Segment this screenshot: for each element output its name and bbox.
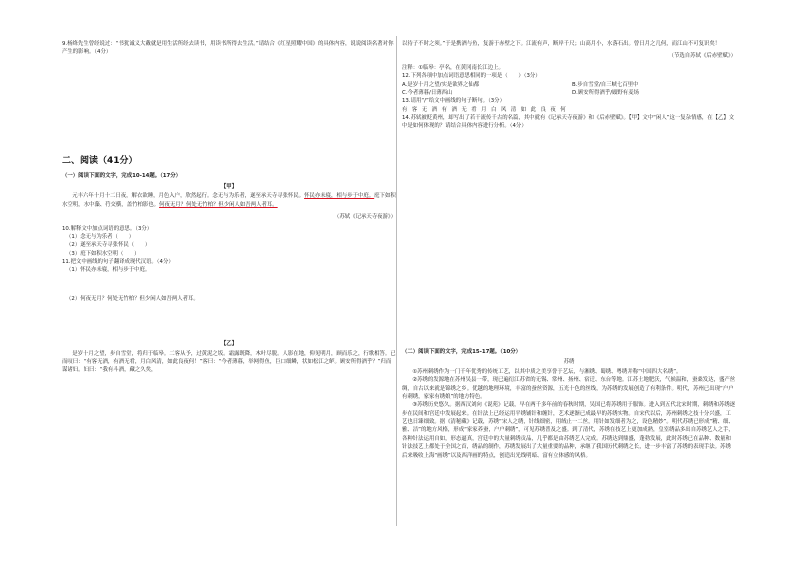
column-divider: [396, 36, 397, 526]
passage-jia-tag: 【甲】: [220, 184, 238, 191]
right-column: [402, 40, 736, 459]
passage-yi-source: （节选自苏轼《后赤壁赋》）: [668, 53, 736, 60]
question-13-sentence: 有客无酒有酒无肴月白风清如此良夜何: [402, 106, 571, 113]
question-10-item-3: （3）庭下如积水空明（ ）: [66, 250, 140, 257]
section-title: 二、阅读（41分）: [62, 155, 138, 166]
subsection-2-intro: （二）阅读下面的文字，完成15-17题。（10分）: [402, 349, 522, 355]
passage-yi-tag: 【乙】: [220, 341, 238, 348]
passage-yi-continued: 以待子不时之须。”于是携酒与鱼，复游于赤壁之下。江流有声，断岸千尺；山高月小，水落石出。曾日月之几何，而江山不可复识矣！: [402, 41, 721, 47]
subsection-1-intro: （一）阅读下面的文字，完成10-14题。（17分）: [62, 172, 182, 179]
jia-text-a: 元丰六年十月十二日夜，解衣欲睡，月色入户，欣然起行。念无与为乐者，遂至承天寺寻张怀民。: [72, 193, 305, 200]
question-14: 14.苏轼被贬黄州，却写出了若干流传千古的名篇，其中就有《记承天寺夜游》和《后赤壁赋》。【甲】文中“闲人”这一复杂情感，在【乙】文中是如何体现的？请结合具体内容进行分析。（4分）: [402, 115, 735, 130]
option-a: A.是岁十月之望/实是欲界之仙都: [402, 81, 480, 88]
question-9: 9.杨绛先生曾经说过：“书犹诚义大戴就是用生活所经去读书，用读书所得去生活。”请结合《红星照耀中国》的具体内容，说说阅读名著对你产生的影响。（4分）: [62, 41, 394, 56]
question-11-item-2: （2）何夜无月？何处无竹柏？但少闲人如吾两人者耳。: [66, 295, 199, 302]
passage-2-title: 苏绣: [563, 359, 575, 366]
jia-text-c: 庭下如积水空明，水中藻、荇交横，盖竹柏影也。: [62, 193, 396, 208]
left-column: [62, 40, 396, 375]
annotation-note: 注释：①临皋：亭名，在黄冈南长江边上。: [402, 64, 504, 71]
subsection-2: [402, 348, 736, 460]
passage-jia-source: （苏轼《记承天寺夜游》）: [334, 214, 396, 221]
option-d: D.顾安所得酒乎/頋野有麦场: [572, 89, 639, 96]
option-b: B.步自雪堂/自三峡七百里中: [572, 81, 639, 88]
question-11: 11.把文中画线的句子翻译成现代汉语。（4分）: [62, 259, 174, 266]
question-13: 13.请用“/”给文中画线的句子断句。（3分）: [402, 98, 505, 105]
answer-space: [62, 275, 396, 295]
jia-underlined-1: 怀民亦未寝，相与步于中庭。: [304, 193, 375, 200]
question-10-item-1: （1）念无与为乐者（ ）: [66, 233, 135, 240]
question-11-item-1: （1）怀民亦未寝，相与步于中庭。: [66, 267, 151, 274]
jia-underlined-2: 何夜无月？何处无竹柏？但少闲人如吾两人者耳。: [159, 201, 278, 208]
paragraph-1: ①苏州刺绣作为一门千年优秀的传统工艺，以其中质之美享誉于艺坛，与湘绣、蜀绣、粤绣并称“中国四大名绣”。: [412, 368, 682, 375]
question-12: 12.下列各项中加点词语意思相同的一项是（ ）（3分）: [402, 73, 541, 80]
question-10-item-2: （2）遂至承天寺寻张怀民（ ）: [66, 242, 151, 249]
paragraph-2: ②苏绣的发源地在苏州吴县一带，现已遍衍江苏省的无锡、常州、扬州、宿迁、东台等地。江苏土地肥沃，气候温和，蚕桑发达，盛产丝绸，自古以来就是锦绣之乡。优越的地理环境，丰富的蚕丝资源，五光十色的丝线，为苏绣的发展创造了有利条件。明代，苏州已出现“户户有刺绣，家家有绣娘”的地方特色。: [402, 377, 736, 400]
passage-jia-text: [62, 192, 396, 209]
option-c: C.今者薄暮/日薄西山: [402, 89, 453, 96]
answer-space: [62, 303, 396, 337]
question-12-options: [402, 81, 736, 98]
question-10: 10.解释文中加点词语的意思。（3分）: [62, 225, 153, 232]
paragraph-3: ③苏绣历史悠久。据西汉刘向《说苑》记载，早在两千多年前的春秋时期，吴国已将苏绣用于服饰。进入到五代北宋时期，刺绣和苏绣逐步在民间和宫廷中发展起来。在针法上已经运用平绣铺针和缠针，艺术逐渐已成最早的苏绣实物。自宋代以后，苏州刺绣之技十分兴盛，工艺也日臻细致。据《清秘藏》记载，苏绣“宋人之绣，针线细密，用绒止一二丝，用针如发细者为之，设色精妙”。明代苏绣已形成“精、细、雅、洁”的地方风格，形成“家家养蚕，户户刺绣”，可见苏绣普及之盛。到了清代，苏绣在技艺上更加成熟，皇室绣品多出自苏绣艺人之手，各种针法运用自如，形态逼真，宫廷中的大量刺绣贡品，几乎都是由苏绣艺人完成。苏绣达到鼎盛，蓬勃发展，此时苏绣已在品种、数量和针法技艺上都处于全国之首，绣品的制作，苏绣发展出了大量重要的品种，承继了我国历代刺绣之长，进一步丰富了苏绣的表现手法。苏绣后来吸收上海“画绣”以及西洋画的特点，创造出光线明暗、富有立体感的风格。: [402, 402, 736, 459]
passage-yi-text: 是岁十月之望，步自雪堂，将归于临皋。二客从予，过黄泥之坂。霜露既降，木叶尽脱。人影在地，仰见明月，顾而乐之，行歌相答。已而叹曰：“有客无酒，有酒无肴，月白风清，如此良夜何！”客曰：“今者薄暮，举网得鱼，巨口细鳞，状如松江之鲈。顾安所得酒乎？”归而谋诸妇。妇曰：“我有斗酒，藏之久矣，: [62, 350, 396, 374]
